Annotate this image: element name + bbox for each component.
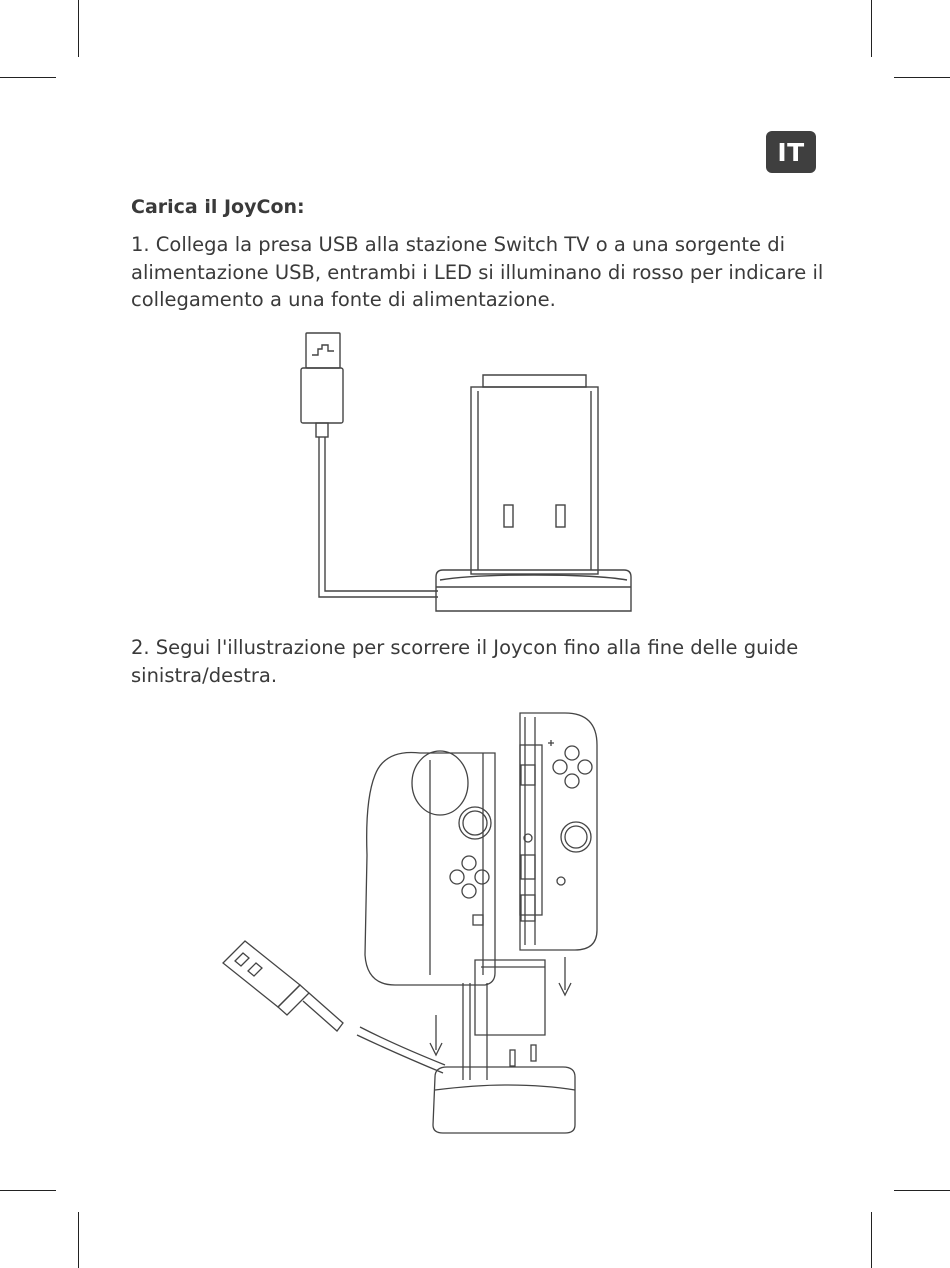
crop-mark-bottom-left-vertical (78, 1212, 79, 1268)
crop-mark-bottom-right-horizontal (894, 1190, 950, 1191)
crop-mark-top-right-horizontal (894, 77, 950, 78)
figure-joycon-dock (215, 705, 615, 1145)
crop-mark-top-left-vertical (78, 0, 79, 57)
crop-mark-bottom-right-vertical (871, 1212, 872, 1268)
language-badge: IT (766, 131, 816, 173)
figure-dock-usb (290, 325, 650, 625)
step-2-text: 2. Segui l'illustrazione per scorrere il Joycon fino alla fine delle guide sinistra/destra. (131, 636, 799, 687)
crop-mark-top-left-horizontal (0, 77, 56, 78)
section-title: Carica il JoyCon: (131, 196, 305, 218)
step-1-text: 1. Collega la presa USB alla stazione Switch TV o a una sorgente di alimentazione USB, entrambi i LED si illuminano di rosso per indicare il collegamento a una fonte di alimentazione. (131, 233, 824, 311)
crop-mark-top-right-vertical (871, 0, 872, 57)
crop-mark-bottom-left-horizontal (0, 1190, 56, 1191)
